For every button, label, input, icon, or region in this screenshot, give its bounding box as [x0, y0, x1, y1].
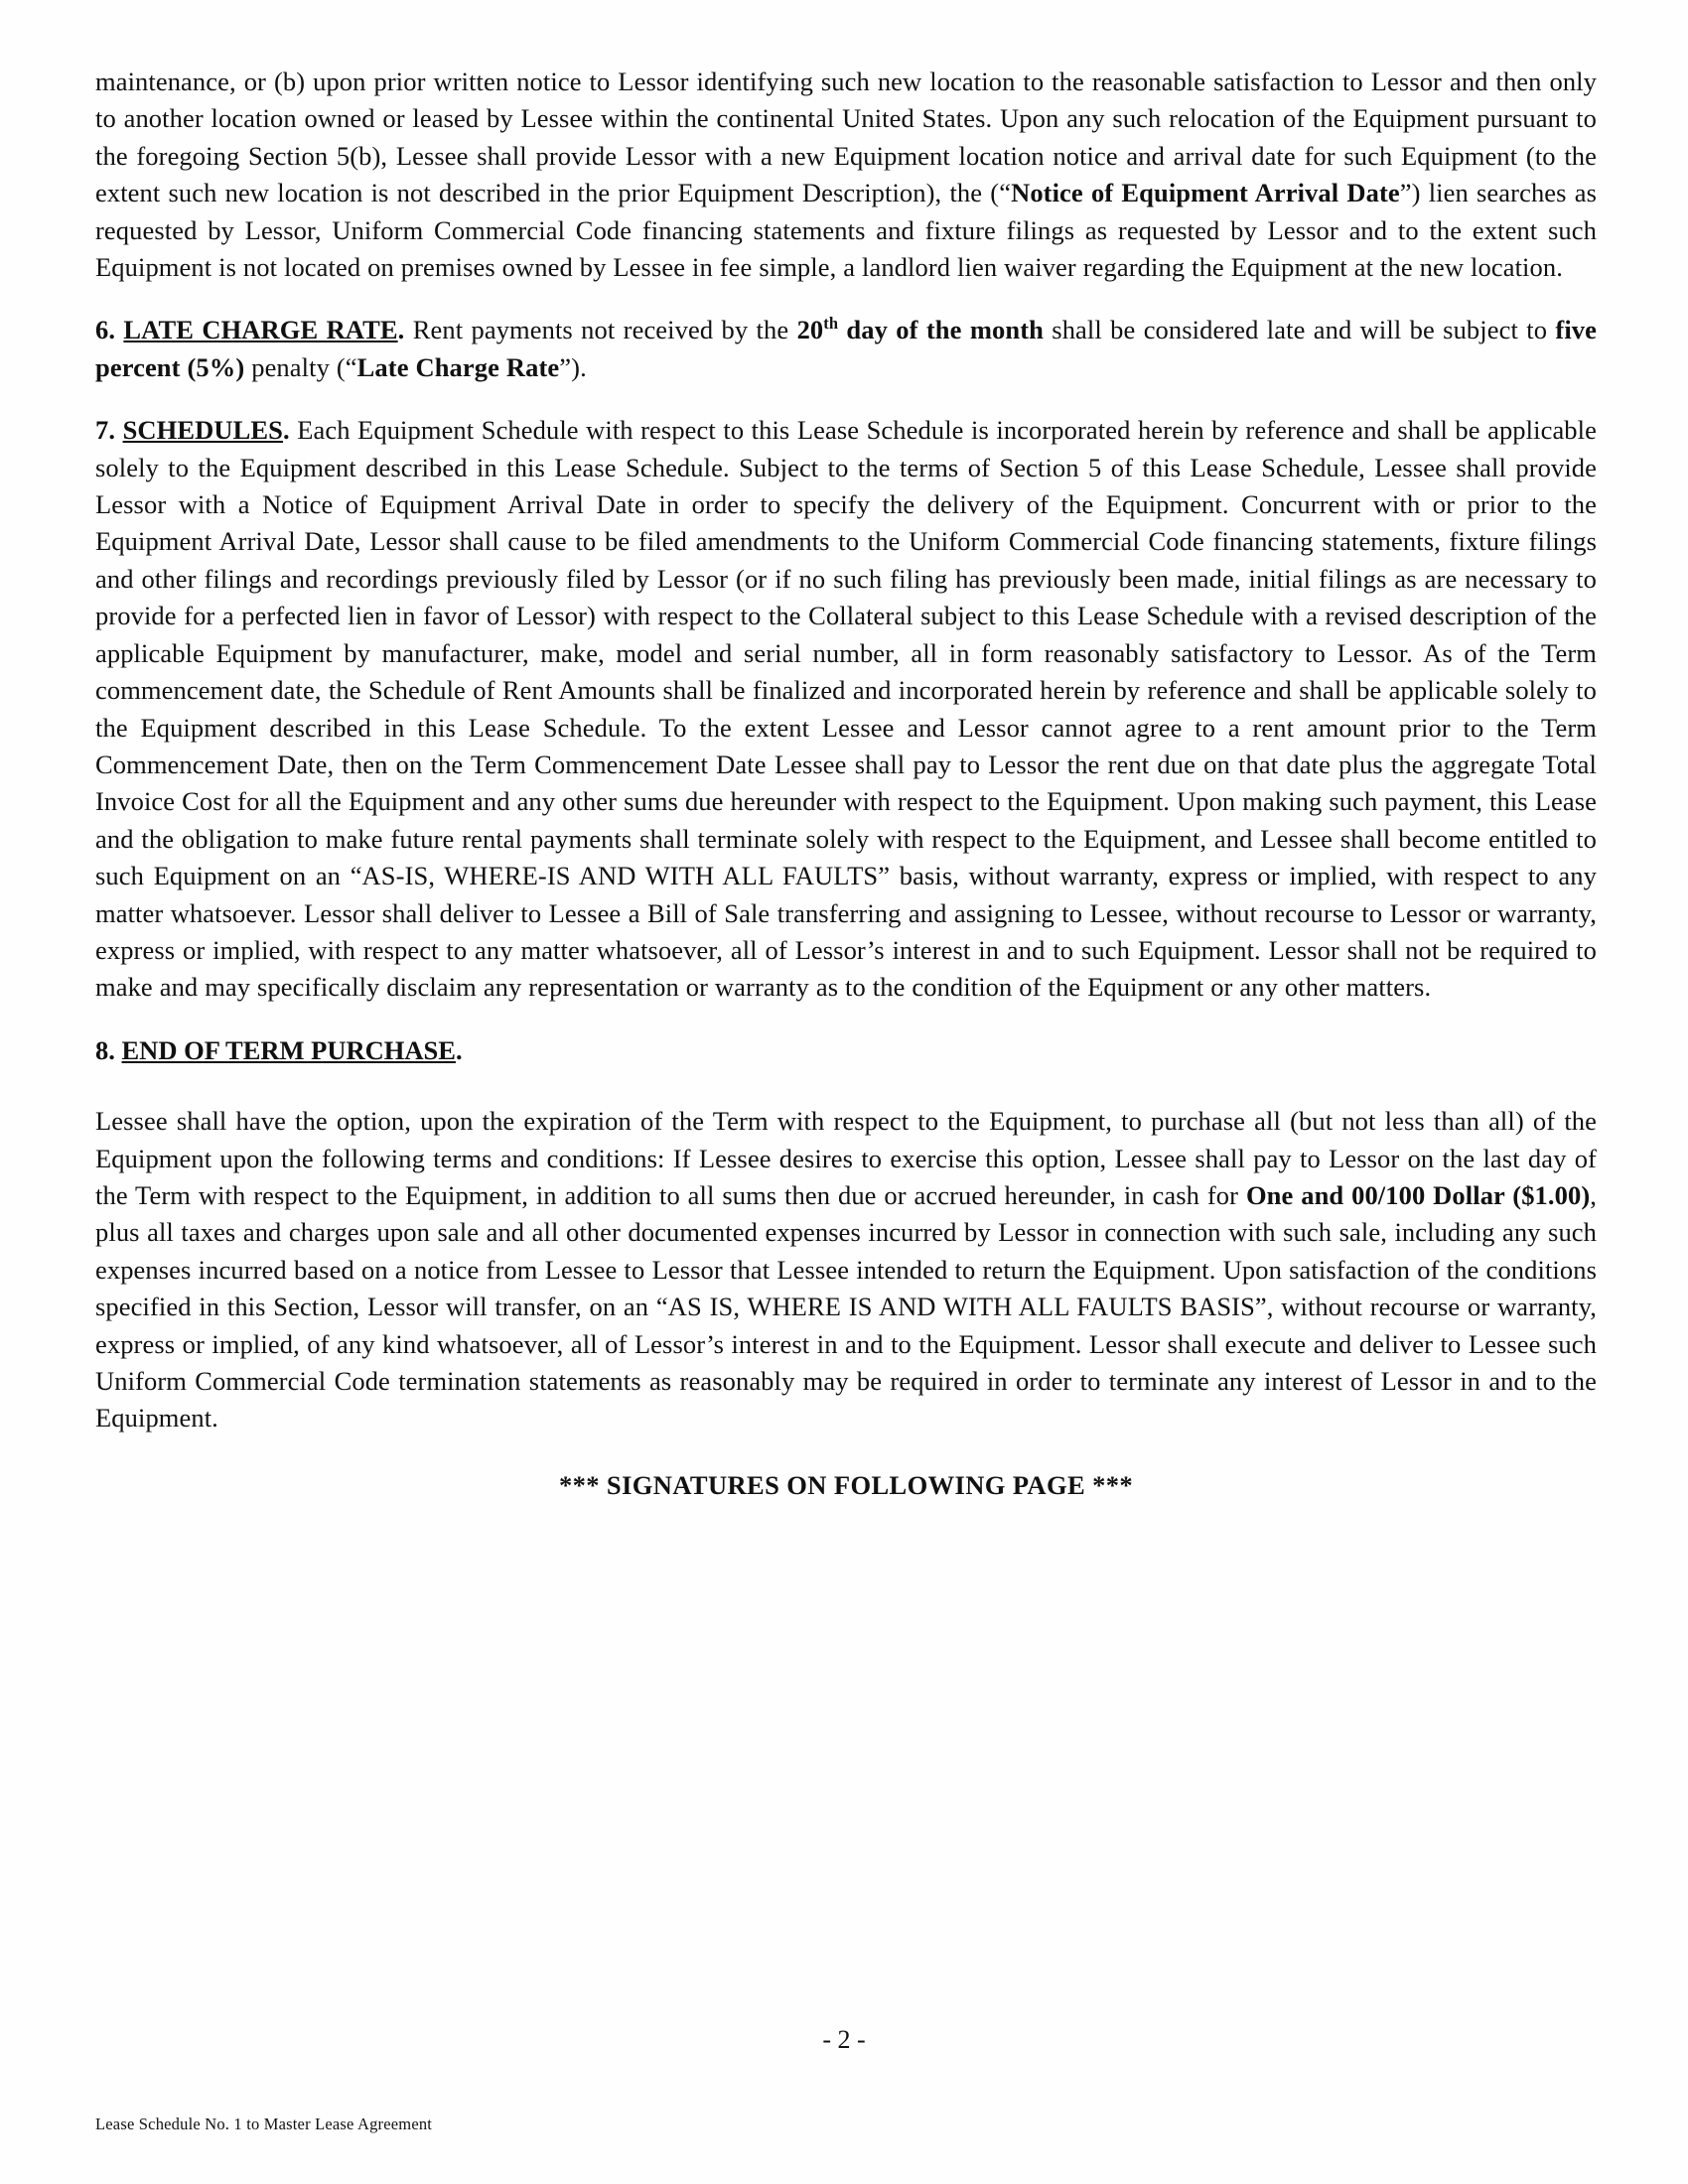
document-body	[95, 64, 1597, 1504]
defined-term-late-charge-rate: Late Charge Rate	[356, 351, 560, 382]
section-8-number: 8.	[95, 1034, 115, 1065]
signatures-on-following-page-note: *** SIGNATURES ON FOLLOWING PAGE ***	[558, 1469, 1134, 1500]
late-charge-day-ordinal-suffix: th	[823, 314, 839, 334]
footer-note: Lease Schedule No. 1 to Master Lease Agreement	[95, 2115, 433, 2133]
paragraph-continuation-text-1: maintenance, or (b) upon prior written notice to Lessor identifying such new location to the reasonable satisfaction to Lessor and then only to another location owned or leased by Lessee within the continental United States. Upon any such relocation of the Equipment pursuant to the foregoing Section 5(b), Lessee shall provide Lessor with a new Equipment location notice and arrival date for such Equipment (to the extent such new location is not described in the prior Equipment Description), the (“	[95, 67, 1597, 208]
section-8-heading: END OF TERM PURCHASE	[121, 1034, 456, 1065]
paragraph-continuation-text-2: ”) lien searches as requested by Lessor, Uniform Commercial Code financing statements and fixture filings as requested by Lessor and to the extent such Equipment is not located on premises owned by Lessee in fee simple, a landlord lien waiver regarding the Equipment at the new location.	[95, 178, 1598, 283]
section-7-text: Each Equipment Schedule with respect to this Lease Schedule is incorporated herein by reference and shall be applicable solely to the Equipment described in this Lease Schedule. Subject to the terms of Section 5 of this Lease Schedule, Lessee shall provide Lessor with a Notice of Equipment Arrival Date in order to specify the delivery of the Equipment. Concurrent with or prior to the Equipment Arrival Date, Lessor shall cause to be filed amendments to the Uniform Commercial Code financing statements, fixture filings and other filings and recordings previously filed by Lessor (or if no such filing has previously been made, initial filings as are necessary to provide for a perfected lien in favor of Lessor) with respect to the Collateral subject to this Lease Schedule with a revised description of the applicable Equipment by manufacturer, make, model and serial number, all in form reasonably satisfactory to Lessor. As of the Term commencement date, the Schedule of Rent Amounts shall be finalized and incorporated herein by reference and shall be applicable solely to the Equipment described in this Lease Schedule. To the extent Lessee and Lessor cannot agree to a rent amount prior to the Term Commencement Date, then on the Term Commencement Date Lessee shall pay to Lessor the rent due on that date plus the aggregate Total Invoice Cost for all the Equipment and any other sums due hereunder with respect to the Equipment. Upon making such payment, this Lease and the obligation to make future rental payments shall terminate solely with respect to the Equipment, and Lessee shall become entitled to such Equipment on an “AS-IS, WHERE-IS AND WITH ALL FAULTS” basis, without warranty, express or implied, with respect to any matter whatsoever. Lessor shall deliver to Lessee a Bill of Sale transferring and assigning to Lessee, without recourse to Lessor or warranty, express or implied, with respect to any matter whatsoever, all of Lessor’s interest in and to such Equipment. Lessor shall not be required to make and may specifically disclaim any representation or warranty as to the condition of the Equipment or any other matters.	[95, 415, 1597, 1003]
defined-term-notice-of-equipment-arrival-date: Notice of Equipment Arrival Date	[1011, 178, 1400, 208]
section-7-heading: SCHEDULES	[122, 415, 283, 446]
section-8-body	[95, 1103, 1597, 1437]
late-charge-day-number: 20	[796, 315, 824, 345]
purchase-price-amount: One and 00/100 Dollar ($1.00)	[1245, 1179, 1591, 1210]
section-7-number: 7.	[95, 415, 116, 446]
late-charge-day-rest: day of the month	[838, 315, 1044, 345]
section-6-heading: LATE CHARGE RATE	[123, 315, 398, 345]
section-8-heading-period: .	[455, 1034, 463, 1065]
paragraph-continuation	[95, 64, 1597, 286]
section-6-text-2: shall be considered late and will be subject to	[1043, 315, 1556, 345]
section-6-number: 6.	[95, 315, 116, 345]
section-8-text-2: , plus all taxes and charges upon sale and all other documented expenses incurred by Lessor in connection with such sale, including any such expenses incurred based on a notice from Lessee to Lessor that Lessee intended to return the Equipment. Upon satisfaction of the conditions specified in this Section, Lessor will transfer, on an “AS IS, WHERE IS AND WITH ALL FAULTS BASIS”, without recourse or warranty, express or implied, of any kind whatsoever, all of Lessor’s interest in and to the Equipment. Lessor shall execute and deliver to Lessee such Uniform Commercial Code termination statements as reasonably may be required in order to terminate any interest of Lessor in and to the Equipment.	[95, 1179, 1597, 1433]
section-6-text-3: penalty (“	[244, 351, 357, 382]
section-7-heading-period: .	[283, 415, 290, 446]
section-7-schedules	[95, 412, 1597, 1007]
section-6-heading-period: .	[397, 315, 405, 345]
section-6-late-charge-rate	[95, 312, 1597, 386]
section-8-heading-line	[95, 1032, 1597, 1069]
section-6-text-1: Rent payments not received by the	[404, 315, 797, 345]
section-8-text-1: Lessee shall have the option, upon the expiration of the Term with respect to the Equipment, to purchase all (but not less than all) of the Equipment upon the following terms and conditions: If Lessee desires to exercise this option, Lessee shall pay to Lessor on the last day of the Term with respect to the Equipment, in addition to all sums then due or accrued hereunder, in cash for	[95, 1106, 1597, 1210]
page-number: - 2 -	[822, 2025, 866, 2054]
late-charge-penalty-amount: five percent (5%)	[95, 315, 1598, 382]
section-6-text-4: ”).	[559, 351, 587, 382]
